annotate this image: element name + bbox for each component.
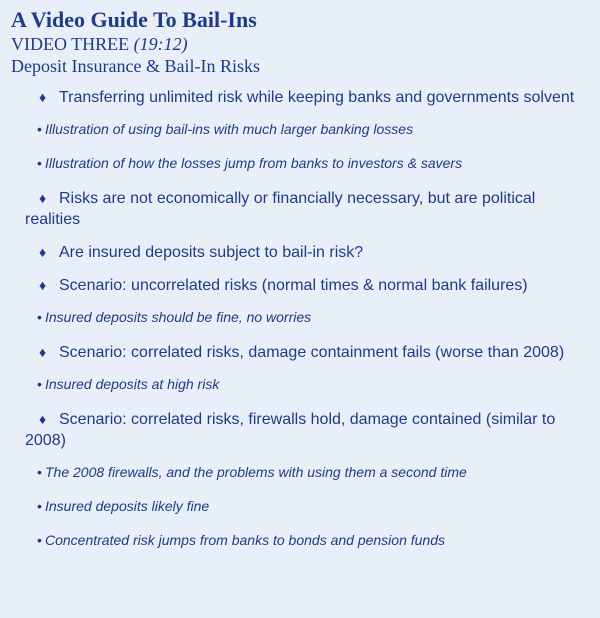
subtopic-item bbox=[11, 531, 590, 549]
dot-bullet-icon: • bbox=[37, 155, 42, 171]
dot-bullet-icon: • bbox=[37, 498, 42, 514]
diamond-bullet-icon: ♦ bbox=[39, 344, 47, 360]
dot-bullet-icon: • bbox=[37, 464, 42, 480]
topic-item bbox=[11, 242, 590, 263]
topic-item bbox=[11, 87, 590, 108]
topic-text: Are insured deposits subject to bail-in risk? bbox=[59, 244, 364, 261]
subtopic-text: Illustration of how the losses jump from banks to investors & savers bbox=[45, 155, 463, 171]
topic-list bbox=[11, 87, 590, 549]
topic-item bbox=[11, 409, 590, 451]
subtopic-text: Insured deposits at high risk bbox=[45, 376, 220, 392]
video-subtitle: Deposit Insurance & Bail-In Risks bbox=[11, 56, 260, 76]
topic-text: Scenario: correlated risks, firewalls hold, damage contained (similar to 2008) bbox=[25, 411, 556, 449]
diamond-bullet-icon: ♦ bbox=[39, 190, 47, 206]
dot-bullet-icon: • bbox=[37, 532, 42, 548]
topic-text: Scenario: correlated risks, damage containment fails (worse than 2008) bbox=[59, 344, 565, 361]
topic-text: Scenario: uncorrelated risks (normal times & normal bank failures) bbox=[59, 277, 528, 294]
video-label: VIDEO THREE bbox=[11, 34, 130, 54]
subtopic-item bbox=[11, 497, 590, 515]
topic-item bbox=[11, 342, 590, 363]
video-heading bbox=[11, 33, 590, 55]
diamond-bullet-icon: ♦ bbox=[39, 411, 47, 427]
subtopic-text: Concentrated risk jumps from banks to bonds and pension funds bbox=[45, 532, 446, 548]
video-duration: (19:12) bbox=[133, 34, 188, 54]
dot-bullet-icon: • bbox=[37, 376, 42, 392]
subtopic-item bbox=[11, 463, 590, 481]
page-title: A Video Guide To Bail-Ins bbox=[11, 7, 257, 32]
topic-item bbox=[11, 188, 590, 230]
subtopic-item bbox=[11, 120, 590, 138]
subtopic-text: Insured deposits should be fine, no worries bbox=[45, 309, 312, 325]
subtopic-item bbox=[11, 375, 590, 393]
subtopic-text: Illustration of using bail-ins with much larger banking losses bbox=[45, 121, 414, 137]
diamond-bullet-icon: ♦ bbox=[39, 277, 47, 293]
topic-text: Risks are not economically or financially necessary, but are political realities bbox=[25, 190, 536, 228]
topic-text: Transferring unlimited risk while keeping banks and governments solvent bbox=[59, 89, 575, 106]
dot-bullet-icon: • bbox=[37, 309, 42, 325]
subtopic-text: Insured deposits likely fine bbox=[45, 498, 210, 514]
diamond-bullet-icon: ♦ bbox=[39, 244, 47, 260]
subtopic-item bbox=[11, 154, 590, 172]
diamond-bullet-icon: ♦ bbox=[39, 89, 47, 105]
dot-bullet-icon: • bbox=[37, 121, 42, 137]
topic-item bbox=[11, 275, 590, 296]
subtopic-text: The 2008 firewalls, and the problems with using them a second time bbox=[45, 464, 467, 480]
subtopic-item bbox=[11, 308, 590, 326]
